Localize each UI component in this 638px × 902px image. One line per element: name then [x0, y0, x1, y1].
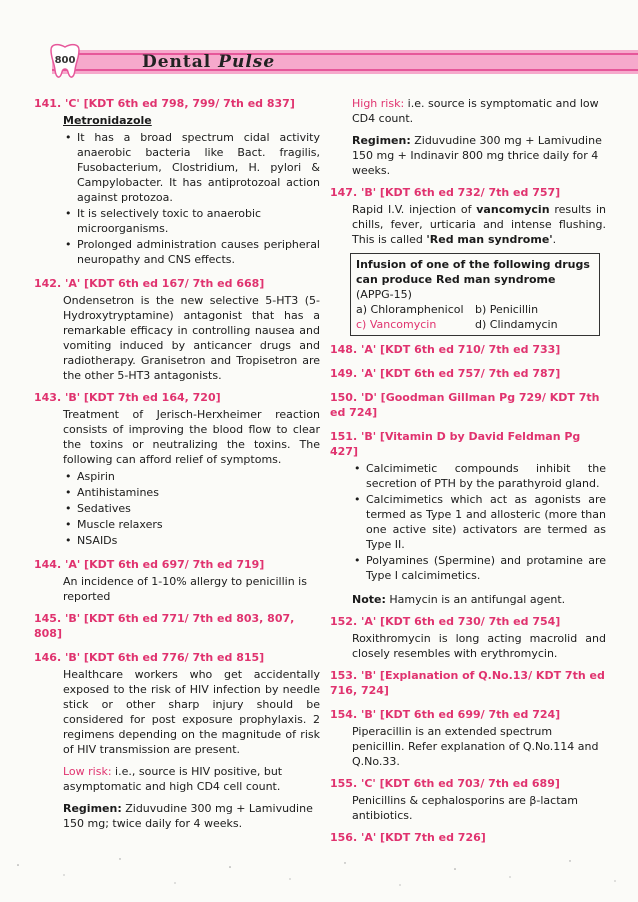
- q141-bullet: • Prolonged administration causes peripheral neuropathy and CNS effects.: [77, 237, 320, 267]
- q155-text: Penicillins & cephalosporins are β-lactam antibiotics.: [352, 794, 578, 822]
- q146-heading: 146. 'B' [KDT 6th ed 776/ 7th ed 815]: [34, 651, 265, 664]
- header-stripe-top: [52, 53, 638, 55]
- q143-bullet: • Aspirin: [77, 469, 320, 484]
- q143-bullet: • Muscle relaxers: [77, 517, 320, 532]
- q141-bullet: • It is selectively toxic to anaerobic microorganisms.: [77, 206, 320, 236]
- note-text: Hamycin is an antifungal agent.: [385, 593, 566, 606]
- mcq-source: (APPG-15): [356, 288, 412, 301]
- q143-bullets: [63, 469, 320, 548]
- mcq-box: [350, 253, 600, 336]
- q143-bullet: • NSAIDs: [77, 533, 320, 548]
- brand-title: [142, 52, 275, 72]
- page-number: 800: [54, 55, 76, 66]
- q156-heading: 156. 'A' [KDT 7th ed 726]: [330, 831, 486, 844]
- q145-heading: 145. 'B' [KDT 6th ed 771/ 7th ed 803, 807, 808]: [34, 612, 295, 640]
- regimen-label: Regimen:: [352, 134, 411, 147]
- regimen-label: Regimen:: [63, 802, 122, 815]
- regimen-text: Ziduvudine 300 mg + Lamivudine 150 mg + Indinavir 800 mg thrice daily for 4 weeks.: [352, 134, 602, 177]
- q146-low-risk: [63, 764, 320, 794]
- q154-heading: 154. 'B' [KDT 6th ed 699/ 7th ed 724]: [330, 708, 561, 721]
- q147-heading: 147. 'B' [KDT 6th ed 732/ 7th ed 757]: [330, 186, 561, 199]
- q151-note: [352, 592, 606, 607]
- mcq-option-b: b) Penicillin: [475, 303, 539, 316]
- high-risk-label: High risk:: [352, 97, 405, 110]
- high-risk-regimen: [352, 133, 606, 178]
- high-risk-text: i.e. source is symptomatic and low CD4 count.: [352, 97, 599, 125]
- q142-text: Ondensetron is the new selective 5-HT3 (5-Hydroxytryptamine) antagonist that has a remarkable efficacy in controlling nausea and vomiting induced by anticancer drugs and radiotherapy. Granisetron and Tropisetron are the other 5-HT3 antagonists.: [63, 294, 320, 382]
- q147-text: Rapid I.V. injection of vancomycin results in chills, fever, urticaria and intense flushing. This is called 'Red man syndrome'.: [352, 203, 606, 246]
- low-risk-text: i.e., source is HIV positive, but asymptomatic and high CD4 cell count.: [63, 765, 283, 793]
- low-risk-label: Low risk:: [63, 765, 112, 778]
- q141-bullets: [63, 130, 320, 267]
- mcq-option-a: a) Chloramphenicol: [356, 303, 464, 316]
- q143-bullet: • Antihistamines: [77, 485, 320, 500]
- q143-bullet: • Sedatives: [77, 501, 320, 516]
- q143-heading: 143. 'B' [KDT 7th ed 164, 720]: [34, 391, 221, 404]
- q151-bullets: [352, 461, 606, 583]
- mcq-option-d: d) Clindamycin: [475, 318, 558, 331]
- mcq-option-c: c) Vancomycin: [356, 318, 437, 331]
- q141-heading: 141. 'C' [KDT 6th ed 798, 799/ 7th ed 837]: [34, 97, 295, 110]
- q154-text: Piperacillin is an extended spectrum penicillin. Refer explanation of Q.No.114 and Q.No.33.: [352, 725, 599, 768]
- q141-bullet: • It has a broad spectrum cidal activity anaerobic bacteria like Bact. fragilis, Fusobacterium, Clostridium, H. pylori & Campylobacter. It has antiprotozoal action against protozoa.: [77, 130, 320, 205]
- q144-text: An incidence of 1-10% allergy to penicillin is reported: [63, 575, 307, 603]
- q151-bullet: • Polyamines (Spermine) and protamine are Type I calcimimetics.: [366, 553, 606, 583]
- mcq-question: Infusion of one of the following drugs can produce Red man syndrome (APPG-15): [356, 258, 590, 301]
- q152-text: Roxithromycin is long acting macrolid and closely resembles with erythromycin.: [352, 632, 606, 660]
- q144-heading: 144. 'A' [KDT 6th ed 697/ 7th ed 719]: [34, 558, 265, 571]
- header-band: [52, 50, 638, 74]
- q151-bullet: • Calcimimetic compounds inhibit the secretion of PTH by the parathyroid gland.: [366, 461, 606, 491]
- brand-script: Pulse: [218, 52, 276, 72]
- q151-heading: 151. 'B' [Vitamin D by David Feldman Pg 427]: [330, 430, 581, 458]
- q143-text: Treatment of Jerisch-Herxheimer reaction consists of improving the blood flow to clear the toxins or neutralizing the toxins. The following can afford relief of symptoms.: [63, 408, 320, 466]
- q151-bullet: • Calcimimetics which act as agonists are termed as Type 1 and allosteric (more than one active site) activators are termed as Type II.: [366, 492, 606, 552]
- left-column: [34, 96, 320, 831]
- scan-noise-decoration: [0, 845, 638, 902]
- note-label: Note:: [352, 593, 386, 606]
- q149-heading: 149. 'A' [KDT 6th ed 757/ 7th ed 787]: [330, 367, 561, 380]
- q155-heading: 155. 'C' [KDT 6th ed 703/ 7th ed 689]: [330, 777, 560, 790]
- q146-text: Healthcare workers who get accidentally exposed to the risk of HIV infection by needle stick or other sharp injury should be considered for post exposure prophylaxis. 2 regimens depending on the magnitude of risk of HIV transmission are present.: [63, 668, 320, 756]
- q142-heading: 142. 'A' [KDT 6th ed 167/ 7th ed 668]: [34, 277, 265, 290]
- right-column: [330, 96, 606, 847]
- brand-main: Dental: [142, 52, 212, 72]
- q152-heading: 152. 'A' [KDT 6th ed 730/ 7th ed 754]: [330, 615, 561, 628]
- high-risk: [352, 96, 606, 126]
- q148-heading: 148. 'A' [KDT 6th ed 710/ 7th ed 733]: [330, 343, 561, 356]
- regimen-text: Ziduvudine 300 mg + Lamivudine 150 mg; twice daily for 4 weeks.: [63, 802, 313, 830]
- q146-regimen: [63, 801, 320, 831]
- q141-title: Metronidazole: [63, 114, 152, 127]
- q153-heading: 153. 'B' [Explanation of Q.No.13/ KDT 7th ed 716, 724]: [330, 669, 605, 697]
- q150-heading: 150. 'D' [Goodman Gillman Pg 729/ KDT 7th ed 724]: [330, 391, 600, 419]
- header-stripe-bottom: [52, 69, 638, 71]
